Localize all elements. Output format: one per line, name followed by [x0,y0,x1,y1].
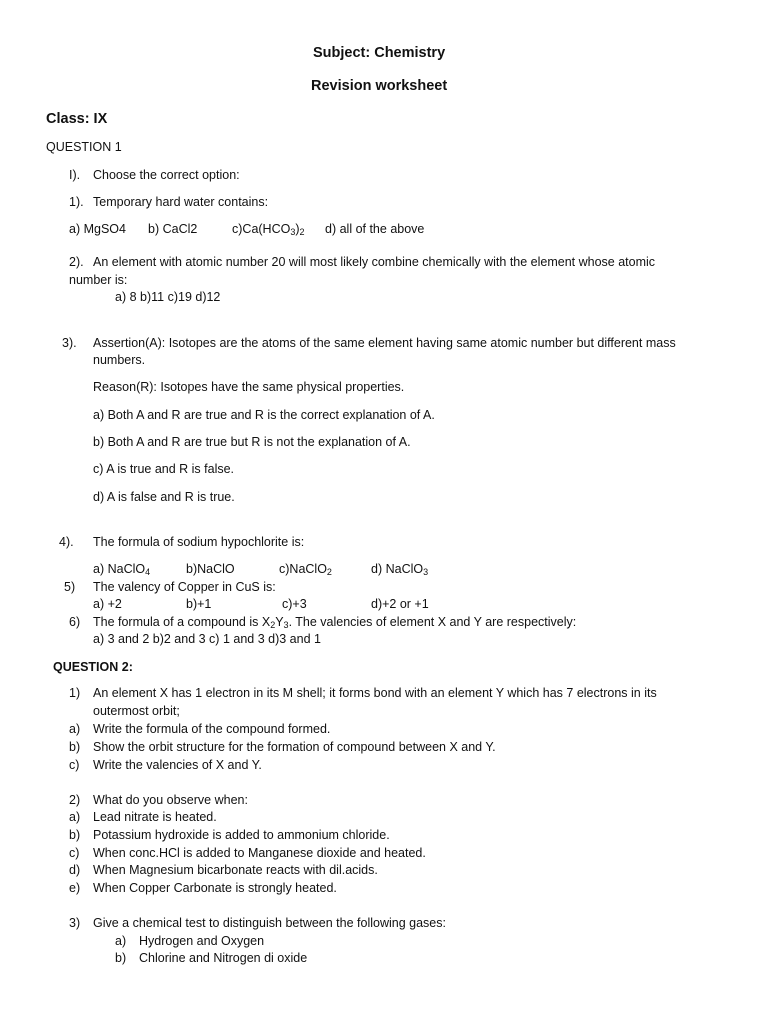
item-options: a) 3 and 2 b)2 and 3 c) 1 and 3 d)3 and 1 [93,632,321,646]
option-d: d) NaClO$_3$ [371,562,429,577]
option-a: a) MgSO4 [69,222,126,236]
question-1-heading: QUESTION 1 [46,140,122,154]
item-text-continued: number is: [69,273,128,287]
option-a: a) Both A and R are true and R is the correct explanation of A. [93,408,435,422]
item-text: An element with atomic number 20 will most likely combine chemically with the element whose atomic [93,255,656,269]
item-text: An element X has 1 electron in its M shell; it forms bond with an element Y which has 7 electrons in its [93,686,657,700]
item-number: 6) [69,615,81,629]
sub-item: When Copper Carbonate is strongly heated. [93,881,337,895]
assertion-text: Assertion(A): Isotopes are the atoms of the same element having same atomic number but different mass [93,336,676,350]
sub-label: a) [115,934,127,948]
item-number: 3) [69,916,81,930]
subject-title: Subject: Chemistry [313,45,446,61]
sub-item: Potassium hydroxide is added to ammonium chloride. [93,828,390,842]
question-2-heading: QUESTION 2: [53,660,133,674]
sub-item: Lead nitrate is heated. [93,810,217,824]
sub-item: Write the valencies of X and Y. [93,758,262,772]
sub-label: a) [69,810,81,824]
item-number: 5) [64,580,76,594]
option-d: d) A is false and R is true. [93,490,235,504]
option-a: a) NaClO$_4$ [93,562,151,577]
item-text: What do you observe when: [93,793,248,807]
option-b: b)NaClO [186,562,235,576]
sub-item: Show the orbit structure for the formation of compound between X and Y. [93,740,496,754]
option-b: b)+1 [186,597,212,611]
sub-item: When conc.HCl is added to Manganese dioxide and heated. [93,846,426,860]
item-number: 3). [62,336,77,350]
item-text: The formula of a compound is $X_2Y_3$. The valencies of element X and Y are respectively: [93,615,577,630]
option-d: d)+2 or +1 [371,597,429,611]
option-c: $c)Ca(HCO_3)_2$ [232,222,305,237]
item-text: Temporary hard water contains: [93,195,269,209]
sub-item: Hydrogen and Oxygen [139,934,265,948]
item-text: Give a chemical test to distinguish between the following gases: [93,916,446,930]
sub-item: Write the formula of the compound formed. [93,722,331,736]
item-text-continued: outermost orbit; [93,704,180,718]
reason-text: Reason(R): Isotopes have the same physical properties. [93,380,405,394]
worksheet-title: Revision worksheet [311,78,448,94]
part-number: I). [69,168,81,182]
option-a: a) +2 [93,597,122,611]
item-options: a) 8 b)11 c)19 d)12 [115,290,221,304]
sub-label: a) [69,722,81,736]
item-number: 1) [69,686,81,700]
assertion-text-continued: numbers. [93,353,146,367]
sub-label: d) [69,863,81,877]
class-label: Class: IX [46,111,108,127]
item-number: 2). [69,255,84,269]
option-b: b) Both A and R are true but R is not the explanation of A. [93,435,411,449]
option-b: b) CaCl2 [148,222,198,236]
item-number: 2) [69,793,81,807]
part-instruction: Choose the correct option: [93,168,240,182]
item-number: 1). [69,195,84,209]
sub-label: c) [69,846,80,860]
item-number: 4). [59,535,74,549]
option-c: c) A is true and R is false. [93,462,235,476]
sub-label: b) [115,951,127,965]
sub-label: e) [69,881,81,895]
option-d: d) all of the above [325,222,425,236]
sub-label: c) [69,758,80,772]
option-c: c)+3 [282,597,307,611]
sub-label: b) [69,828,81,842]
item-text: The valency of Copper in CuS is: [93,580,276,594]
item-text: The formula of sodium hypochlorite is: [93,535,305,549]
sub-item: Chlorine and Nitrogen di oxide [139,951,308,965]
sub-label: b) [69,740,81,754]
sub-item: When Magnesium bicarbonate reacts with dil.acids. [93,863,378,877]
option-c: c)NaClO$_2$ [279,562,332,577]
